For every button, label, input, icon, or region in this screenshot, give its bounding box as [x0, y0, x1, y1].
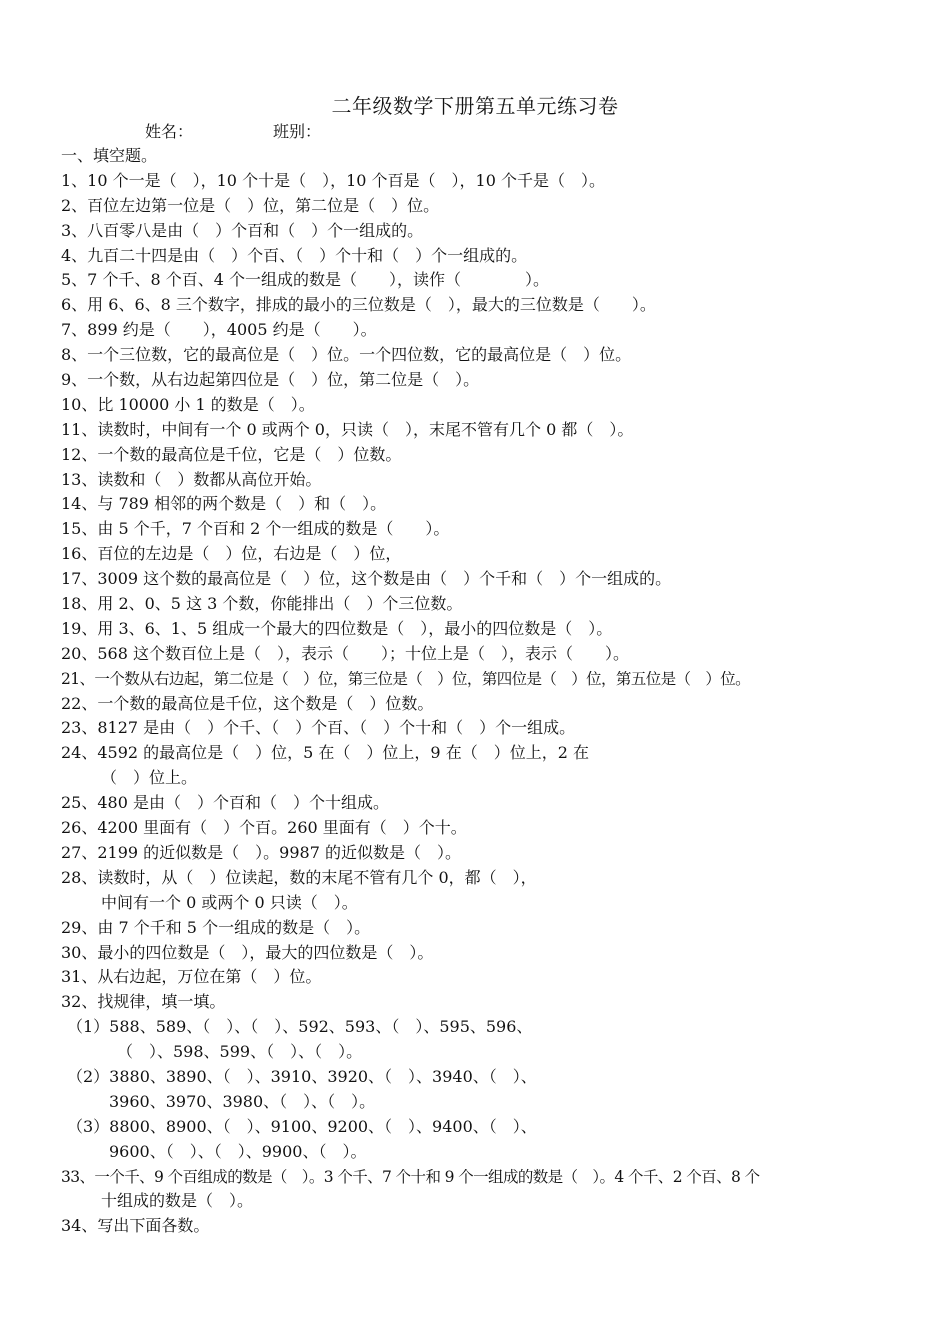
question-11: 11、读数时，中间有一个 0 或两个 0，只读（ ），末尾不管有几个 0 都（ ）。 — [61, 419, 634, 439]
class-label: 班别： — [273, 122, 322, 141]
question-33: 33、一个千、9 个百组成的数是（ ）。3 个千、7 个十和 9 个一组成的数是（ ）。4 个千、2 个百、8 个 — [61, 1167, 760, 1186]
question-17: 17、3009 这个数的最高位是（ ）位，这个数是由（ ）个千和（ ）个一组成的。 — [61, 569, 672, 589]
question-27: 27、2199 的近似数是（ ）。9987 的近似数是（ ）。 — [61, 842, 461, 862]
question-34: 34、写出下面各数。 — [61, 1216, 210, 1236]
question-6: 6、用 6、6、8 三个数字，排成的最小的三位数是（ ），最大的三位数是（ ）。 — [61, 295, 656, 315]
question-25: 25、480 是由（ ）个百和（ ）个十组成。 — [61, 793, 389, 813]
question-26: 26、4200 里面有（ ）个百。260 里面有（ ）个十。 — [61, 818, 467, 838]
question-list — [61, 144, 921, 1239]
question-28: 28、读数时，从（ ）位读起，数的末尾不管有几个 0，都（ ）， — [61, 867, 537, 887]
question-3: 3、八百零八是由（ ）个百和（ ）个一组成的。 — [61, 220, 424, 240]
pattern-3: （3）8800、8900、（ ）、9100、9200、（ ）、9400、（ ）、 — [67, 1116, 537, 1136]
question-22: 22、一个数的最高位是千位，这个数是（ ）位数。 — [61, 693, 434, 713]
question-16: 16、百位的左边是（ ）位，右边是（ ）位， — [61, 544, 402, 564]
pattern-3-continued: 9600、（ ）、（ ）、9900、（ ）。 — [109, 1141, 367, 1161]
pattern-1-continued: （ ）、598、599、（ ）、（ ）。 — [117, 1042, 363, 1062]
question-18: 18、用 2、0、5 这 3 个数，你能排出（ ）个三位数。 — [61, 594, 463, 614]
question-19: 19、用 3、6、1、5 组成一个最大的四位数是（ ），最小的四位数是（ ）。 — [61, 618, 613, 638]
question-9: 9、一个数，从右边起第四位是（ ）位，第二位是（ ）。 — [61, 370, 480, 390]
question-1: 1、10 个一是（ ），10 个十是（ ），10 个百是（ ），10 个千是（ ）。 — [61, 170, 605, 190]
question-28-continued: 中间有一个 0 或两个 0 只读（ ）。 — [101, 892, 358, 912]
question-5: 5、7 个千、8 个百、4 个一组成的数是（ ），读作（ ）。 — [61, 270, 549, 290]
question-21: 21、一个数从右边起，第二位是（ ）位，第三位是（ ）位，第四位是（ ）位，第五位是（ ）位。 — [61, 669, 751, 688]
pattern-2: （2）3880、3890、（ ）、3910、3920、（ ）、3940、（ ）、 — [67, 1066, 537, 1086]
question-32: 32、找规律，填一填。 — [61, 992, 226, 1012]
student-info-row — [145, 121, 321, 143]
pattern-2-continued: 3960、3970、3980、（ ）、（ ）。 — [109, 1091, 376, 1111]
section-heading: 一、填空题。 — [61, 146, 158, 165]
question-33-continued: 十组成的数是（ ）。 — [101, 1191, 254, 1211]
question-20: 20、568 这个数百位上是（ ），表示（ ）；十位上是（ ），表示（ ）。 — [61, 643, 629, 663]
question-14: 14、与 789 相邻的两个数是（ ）和（ ）。 — [61, 494, 387, 514]
question-13: 13、读数和（ ）数都从高位开始。 — [61, 469, 322, 489]
question-24: 24、4592 的最高位是（ ）位，5 在（ ）位上，9 在（ ）位上，2 在 — [61, 743, 589, 763]
question-12: 12、一个数的最高位是千位，它是（ ）位数。 — [61, 444, 402, 464]
question-4: 4、九百二十四是由（ ）个百、（ ）个十和（ ）个一组成的。 — [61, 245, 528, 265]
question-23: 23、8127 是由（ ）个千、（ ）个百、（ ）个十和（ ）个一组成。 — [61, 718, 576, 738]
question-29: 29、由 7 个千和 5 个一组成的数是（ ）。 — [61, 917, 371, 937]
question-24-continued: （ ）位上。 — [101, 768, 198, 788]
question-7: 7、899 约是（ ），4005 约是（ ）。 — [61, 320, 377, 340]
name-label: 姓名： — [145, 122, 194, 141]
question-30: 30、最小的四位数是（ ），最大的四位数是（ ）。 — [61, 942, 434, 962]
question-10: 10、比 10000 小 1 的数是（ ）。 — [61, 394, 315, 414]
question-2: 2、百位左边第一位是（ ）位，第二位是（ ）位。 — [61, 195, 440, 215]
question-15: 15、由 5 个千，7 个百和 2 个一组成的数是（ ）。 — [61, 519, 450, 539]
page-title: 二年级数学下册第五单元练习卷 — [331, 94, 619, 118]
question-31: 31、从右边起，万位在第（ ）位。 — [61, 967, 322, 987]
question-8: 8、一个三位数，它的最高位是（ ）位。一个四位数，它的最高位是（ ）位。 — [61, 345, 632, 365]
pattern-1: （1）588、589、（ ）、（ ）、592、593、（ ）、595、596、 — [67, 1017, 533, 1037]
